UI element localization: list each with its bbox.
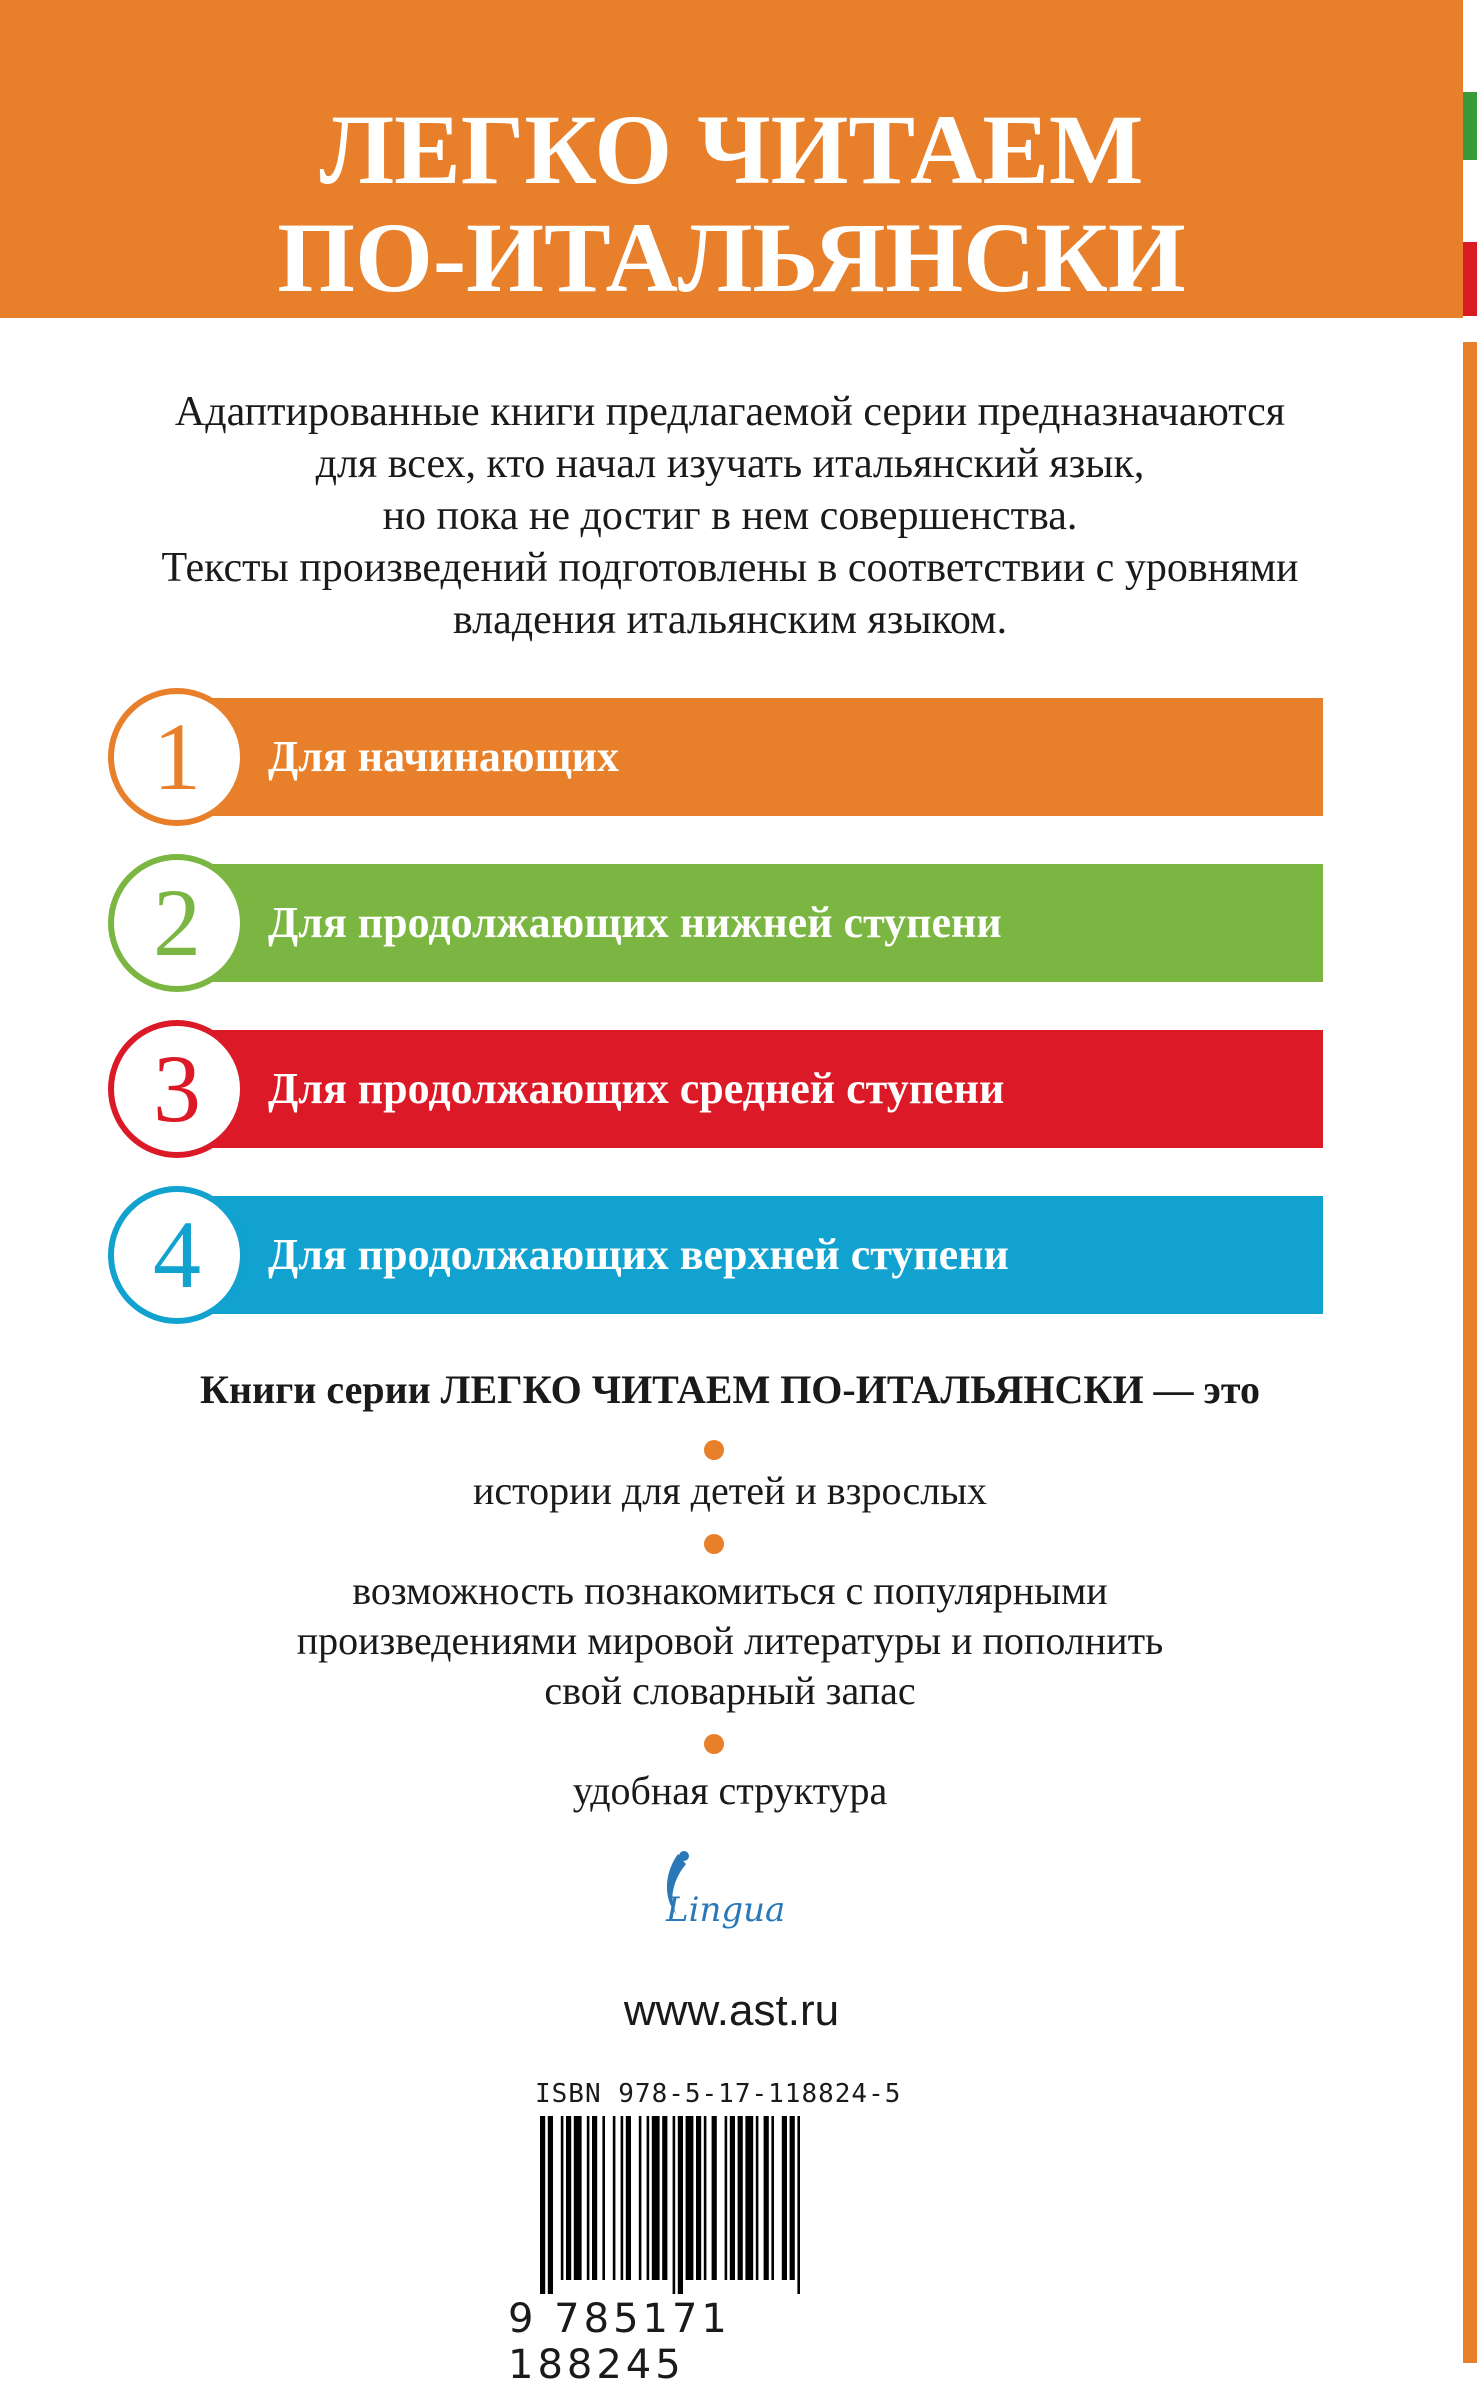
level-1-badge: 1: [108, 688, 246, 826]
barcode-bar: [613, 2116, 616, 2280]
barcode-digits: 9 785171 188245: [508, 2296, 731, 2388]
barcode-bar: [626, 2116, 631, 2280]
publisher-website: www.ast.ru: [623, 1986, 840, 2035]
barcode-bar: [548, 2116, 553, 2294]
title-line-1: ЛЕГКО ЧИТАЕМ: [319, 94, 1144, 205]
feature-line: произведениями мировой литературы и пополнить: [296, 1618, 1164, 1663]
barcode-bar: [771, 2116, 774, 2280]
level-2-badge: 2: [108, 854, 246, 992]
barcode-bar: [782, 2116, 787, 2280]
barcode-bar: [738, 2116, 743, 2280]
bullet-dot: [704, 1734, 724, 1754]
barcode-bar: [561, 2116, 564, 2280]
bullet-dot: [704, 1534, 724, 1554]
level-2-label: Для продолжающих нижней ступени: [268, 898, 1002, 947]
barcode-bar: [602, 2116, 605, 2280]
lingua-logo-text: Lingua: [666, 1890, 786, 1930]
barcode-bar: [696, 2116, 701, 2280]
barcode-bar: [652, 2116, 660, 2280]
title-line-2: ПО-ИТАЛЬЯНСКИ: [277, 202, 1186, 313]
barcode-bar: [764, 2116, 769, 2280]
barcode-bar: [756, 2116, 759, 2280]
barcode-bar: [662, 2116, 667, 2280]
page-title: [0, 96, 1463, 312]
barcode-bar: [745, 2116, 753, 2280]
series-heading: Книги серии ЛЕГКО ЧИТАЕМ ПО-ИТАЛЬЯНСКИ — это: [200, 1367, 1260, 1412]
intro-line: Адаптированные книги предлагаемой серии предназначаются: [174, 389, 1286, 435]
barcode-bar: [790, 2116, 795, 2280]
feature-line: возможность познакомиться с популярными: [352, 1568, 1108, 1613]
barcode-bar: [621, 2116, 624, 2280]
level-2-row: [108, 854, 1323, 982]
level-3-badge: 3: [108, 1020, 246, 1158]
level-3-label: Для продолжающих средней ступени: [268, 1064, 1005, 1113]
barcode-bar: [647, 2116, 650, 2280]
intro-line: владения итальянским языком.: [452, 597, 1008, 643]
barcode-bar: [592, 2116, 597, 2280]
level-4-badge: 4: [108, 1186, 246, 1324]
barcode-bar: [730, 2116, 735, 2280]
barcode-bar: [540, 2116, 545, 2294]
feature-2: [60, 1566, 1400, 1716]
barcode: [508, 2116, 908, 2388]
feature-3: [60, 1766, 1400, 1816]
intro-line: но пока не достиг в нем совершенства.: [382, 493, 1078, 539]
feature-1: [60, 1466, 1400, 1516]
barcode-bar: [725, 2116, 728, 2280]
barcode-bar: [673, 2116, 676, 2294]
barcode-bar: [678, 2116, 683, 2294]
level-1-row: [108, 688, 1323, 816]
intro-paragraph: [60, 386, 1400, 646]
header-band: [0, 0, 1463, 318]
barcode-bar: [704, 2116, 707, 2280]
bullet-dot: [704, 1440, 724, 1460]
intro-line: Тексты произведений подготовлены в соответствии с уровнями: [161, 545, 1299, 591]
flag-red-stripe: [1463, 242, 1477, 316]
barcode-bar: [686, 2116, 694, 2280]
flag-white-stripe: [1463, 160, 1477, 242]
level-4-label: Для продолжающих верхней ступени: [268, 1230, 1009, 1279]
barcode-bar: [574, 2116, 582, 2280]
barcode-bar: [797, 2116, 800, 2294]
level-1-label: Для начинающих: [268, 732, 619, 781]
intro-line: для всех, кто начал изучать итальянский язык,: [315, 441, 1145, 487]
barcode-bars: [540, 2116, 876, 2294]
barcode-bar: [566, 2116, 571, 2280]
level-3-row: [108, 1020, 1323, 1148]
level-4-row: [108, 1186, 1323, 1314]
isbn-label: ISBN 978-5-17-118824-5: [535, 2079, 902, 2109]
feature-line: удобная структура: [572, 1768, 888, 1813]
flag-green-stripe: [1463, 92, 1477, 160]
barcode-bar: [587, 2116, 590, 2280]
feature-line: свой словарный запас: [544, 1668, 916, 1713]
barcode-bar: [639, 2116, 642, 2280]
feature-line: истории для детей и взрослых: [472, 1468, 988, 1513]
barcode-bar: [712, 2116, 717, 2280]
spine-edge-strip: [1463, 342, 1477, 2363]
